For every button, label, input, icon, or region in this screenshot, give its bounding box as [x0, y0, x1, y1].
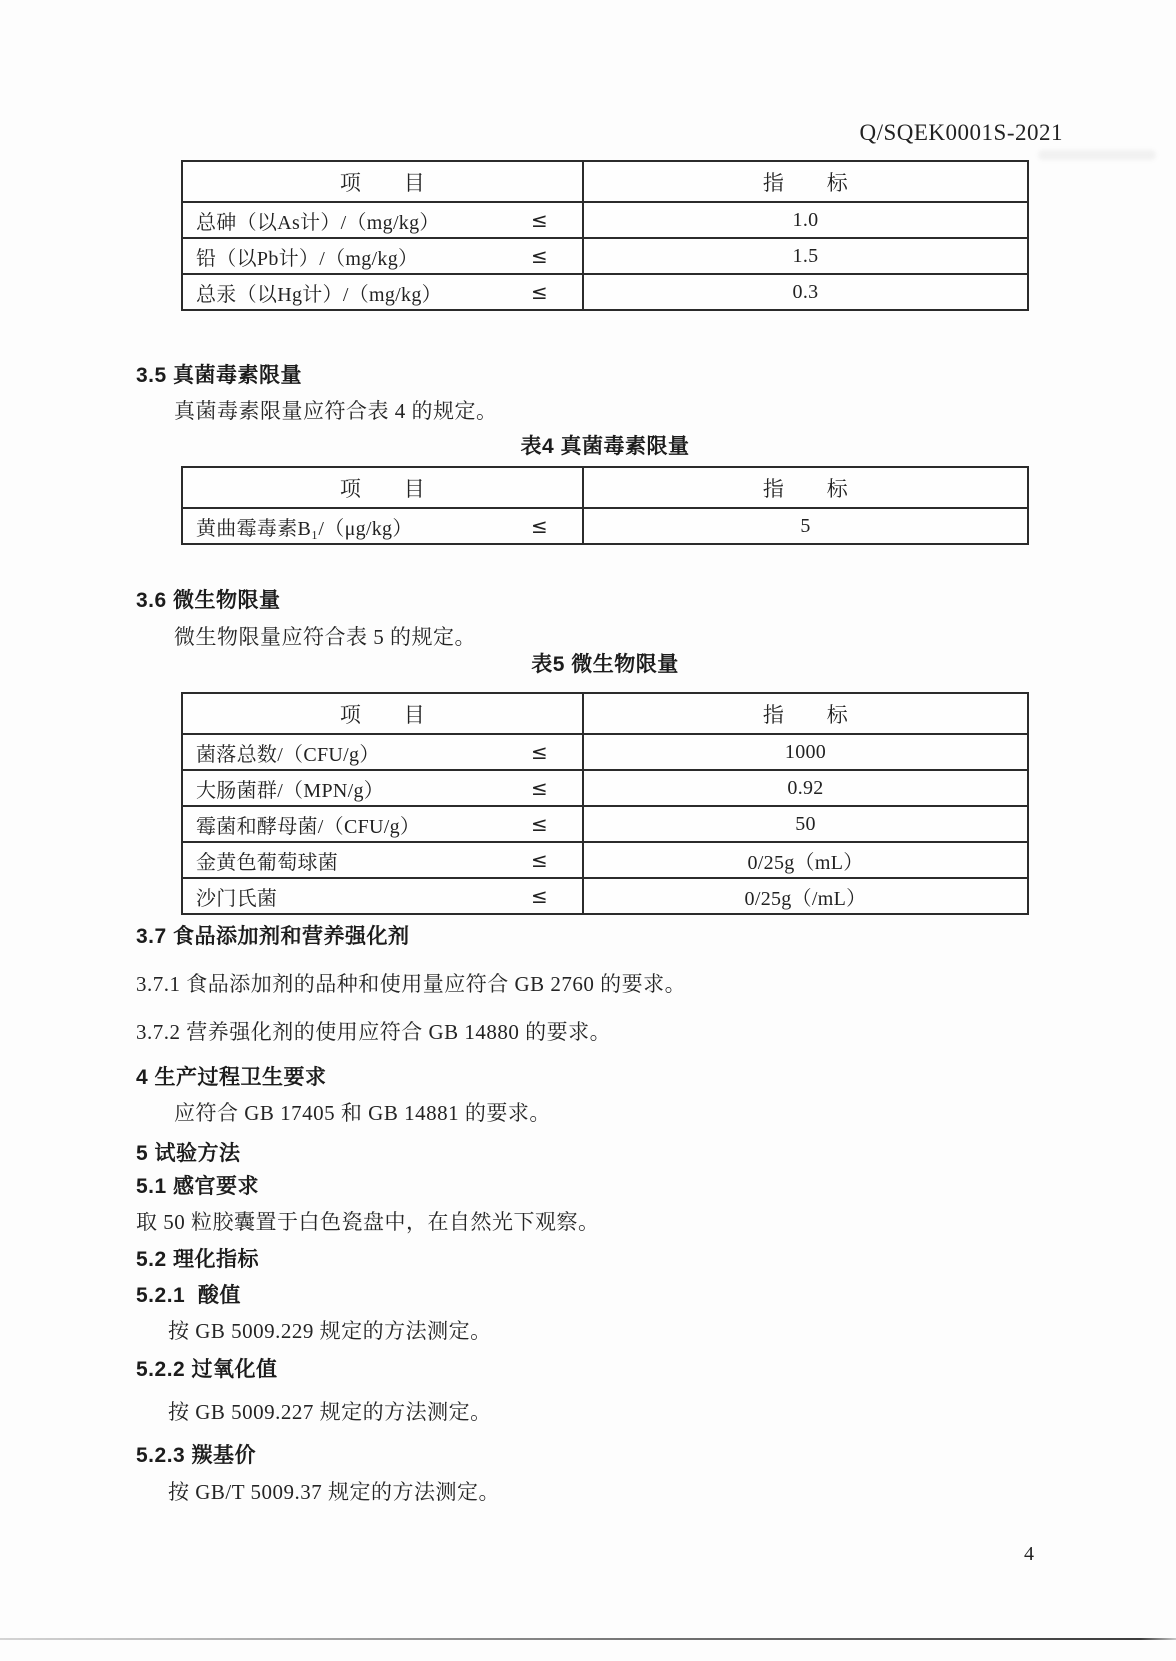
- section-heading-5: 5 试验方法: [136, 1142, 241, 1165]
- section-heading-4: 4 生产过程卫生要求: [136, 1066, 327, 1089]
- row-value: 50: [795, 812, 816, 835]
- section-heading-5-2-2: 5.2.2 过氧化值: [136, 1358, 278, 1381]
- table-header-row: [183, 162, 1027, 201]
- section-paragraph-3-5: 真菌毒素限量应符合表 4 的规定。: [174, 399, 498, 423]
- less-equal-symbol: ≤: [530, 514, 548, 538]
- table-row: [183, 733, 1027, 769]
- table-row: [183, 237, 1027, 273]
- section-paragraph-3-7-2: 3.7.2 营养强化剂的使用应符合 GB 14880 的要求。: [136, 1020, 612, 1044]
- column-header-indicator: 指 标: [762, 476, 849, 501]
- row-value: 5: [800, 514, 811, 537]
- row-item-label: 金黄色葡萄球菌: [196, 851, 339, 874]
- section-heading-5-2-1: 5.2.1 酸值: [136, 1284, 241, 1307]
- section-heading-3-6: 3.6 微生物限量: [136, 589, 281, 612]
- table-row: [183, 769, 1027, 805]
- section-heading-3-7: 3.7 食品添加剂和营养强化剂: [136, 925, 410, 948]
- table-header-row: [183, 694, 1027, 733]
- table-microbiological-limits: [181, 692, 1029, 915]
- row-value: 1.5: [792, 244, 819, 267]
- section-paragraph-5-1: 取 50 粒胶囊置于白色瓷盘中，在自然光下观察。: [136, 1210, 600, 1234]
- column-header-item: 项 目: [183, 162, 584, 201]
- row-value: 0.92: [787, 776, 824, 799]
- section-heading-3-5: 3.5 真菌毒素限量: [136, 364, 303, 387]
- less-equal-symbol: ≤: [530, 776, 548, 800]
- table5-caption: 表5 微生物限量: [531, 653, 679, 676]
- row-value: 1000: [784, 740, 827, 763]
- table-row: [183, 877, 1027, 913]
- table4-caption: 表4 真菌毒素限量: [520, 435, 690, 458]
- less-equal-symbol: ≤: [530, 280, 548, 304]
- column-header-item: 项 目: [183, 694, 584, 733]
- row-value: 0/25g（/mL）: [744, 887, 867, 910]
- row-item-label: 沙门氏菌: [196, 887, 278, 910]
- column-header-item: 项 目: [183, 468, 584, 507]
- table-row: [183, 805, 1027, 841]
- less-equal-symbol: ≤: [530, 208, 548, 232]
- table-contaminant-limits: [181, 160, 1029, 311]
- less-equal-symbol: ≤: [530, 884, 548, 908]
- table-row: [183, 201, 1027, 237]
- row-item-label: 总砷（以As计）/（mg/kg）: [196, 211, 440, 234]
- less-equal-symbol: ≤: [530, 244, 548, 268]
- table-header-row: [183, 468, 1027, 507]
- column-header-indicator: 指 标: [762, 170, 849, 195]
- less-equal-symbol: ≤: [530, 848, 548, 872]
- less-equal-symbol: ≤: [530, 812, 548, 836]
- section-paragraph-5-2-3: 按 GB/T 5009.37 规定的方法测定。: [168, 1480, 500, 1504]
- row-value: 0/25g（mL）: [747, 851, 864, 874]
- table-row: [183, 507, 1027, 543]
- row-item-label: 总汞（以Hg计）/（mg/kg）: [196, 283, 442, 306]
- page-number: 4: [1024, 1543, 1034, 1565]
- section-paragraph-4: 应符合 GB 17405 和 GB 14881 的要求。: [174, 1101, 551, 1125]
- document-code: Q/SQEK0001S-2021: [859, 120, 1063, 145]
- section-paragraph-5-2-2: 按 GB 5009.227 规定的方法测定。: [168, 1400, 492, 1424]
- column-header-indicator: 指 标: [762, 702, 849, 727]
- scan-artifact: [1038, 150, 1156, 160]
- section-paragraph-3-7-1: 3.7.1 食品添加剂的品种和使用量应符合 GB 2760 的要求。: [136, 972, 687, 996]
- row-value: 0.3: [792, 280, 819, 303]
- section-heading-5-1: 5.1 感官要求: [136, 1175, 260, 1198]
- section-heading-5-2-3: 5.2.3 羰基价: [136, 1444, 257, 1467]
- table-row: [183, 273, 1027, 309]
- row-value: 1.0: [792, 208, 819, 231]
- section-heading-5-2: 5.2 理化指标: [136, 1248, 260, 1271]
- row-item-label: 菌落总数/（CFU/g）: [196, 743, 380, 766]
- scan-bottom-edge: [0, 1638, 1176, 1640]
- row-item-label: 铅（以Pb计）/（mg/kg）: [196, 247, 419, 270]
- row-item-label: 霉菌和酵母菌/（CFU/g）: [196, 815, 421, 838]
- section-paragraph-5-2-1: 按 GB 5009.229 规定的方法测定。: [168, 1319, 492, 1343]
- row-item-label: 黄曲霉毒素B₁/（μg/kg）: [196, 517, 413, 540]
- table-mycotoxin-limits: [181, 466, 1029, 545]
- row-item-label: 大肠菌群/（MPN/g）: [196, 779, 385, 802]
- less-equal-symbol: ≤: [530, 740, 548, 764]
- table-row: [183, 841, 1027, 877]
- section-paragraph-3-6: 微生物限量应符合表 5 的规定。: [174, 625, 476, 649]
